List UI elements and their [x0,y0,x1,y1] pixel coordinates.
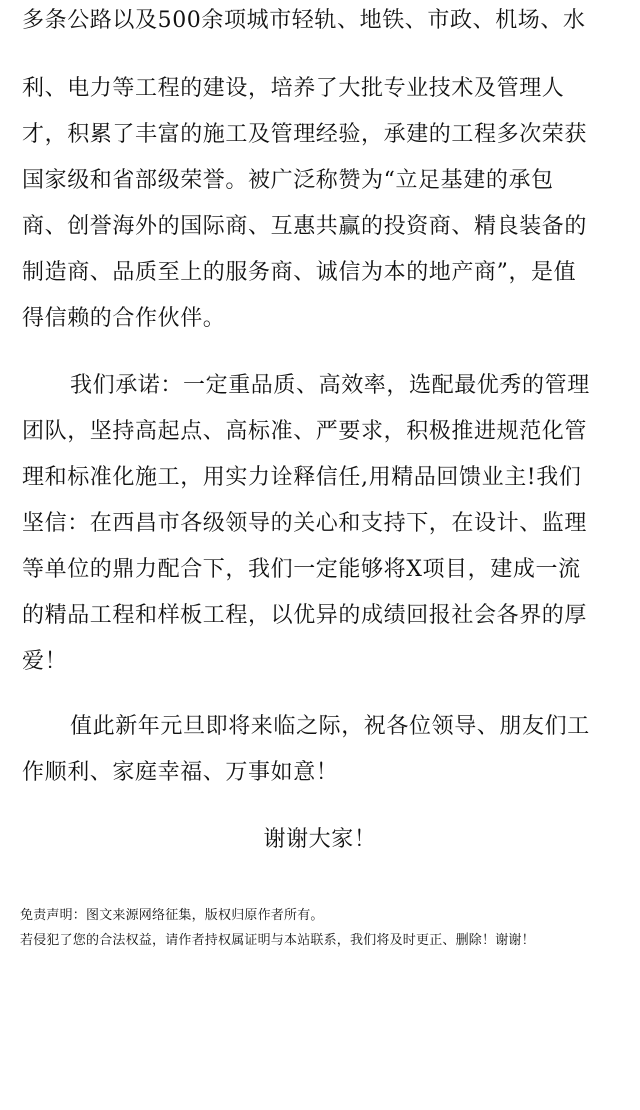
paragraph-line: 等单位的鼎力配合下，我们一定能够将X项目，建成一流 [22,557,581,582]
paragraph-line: 利、电力等工程的建设，培养了大批专业技术及管理人 [22,76,565,101]
paragraph-line: 才，积累了丰富的施工及管理经验，承建的工程多次荣获 [22,122,588,147]
paragraph-line: 坚信：在西昌市各级领导的关心和支持下，在设计、监理 [22,511,588,536]
paragraph-line: 的精品工程和样板工程，以优异的成绩回报社会各界的厚 [22,603,588,628]
closing-line: 谢谢大家！ [263,827,377,852]
continuation-line: 多条公路以及500余项城市轻轨、地铁、市政、机场、水 [22,8,586,33]
paragraph-line: 制造商、品质至上的服务商、诚信为本的地产商”，是值 [22,260,577,285]
paragraph-line: 得信赖的合作伙伴。 [22,306,226,331]
disclaimer-line: 若侵犯了您的合法权益，请作者持权属证明与本站联系，我们将及时更正、删除！谢谢！ [20,933,535,948]
paragraph-line: 团队，坚持高起点、高标准、严要求，积极推进规范化管 [22,419,588,444]
disclaimer-line: 免责声明：图文来源网络征集，版权归原作者所有。 [20,908,324,923]
paragraph-line: 我们承诺：一定重品质、高效率，选配最优秀的管理 [70,373,590,398]
paragraph-line: 作顺利、家庭幸福、万事如意！ [22,760,339,785]
paragraph-line: 理和标准化施工，用实力诠释信任,用精品回馈业主!我们 [22,465,582,490]
paragraph-line: 值此新年元旦即将来临之际，祝各位领导、朋友们工 [70,714,590,739]
paragraph-line: 爱！ [22,649,68,674]
paragraph-line: 商、创誉海外的国际商、互惠共赢的投资商、精良装备的 [22,214,588,239]
paragraph-line: 国家级和省部级荣誉。被广泛称赞为“立足基建的承包 [22,168,554,193]
